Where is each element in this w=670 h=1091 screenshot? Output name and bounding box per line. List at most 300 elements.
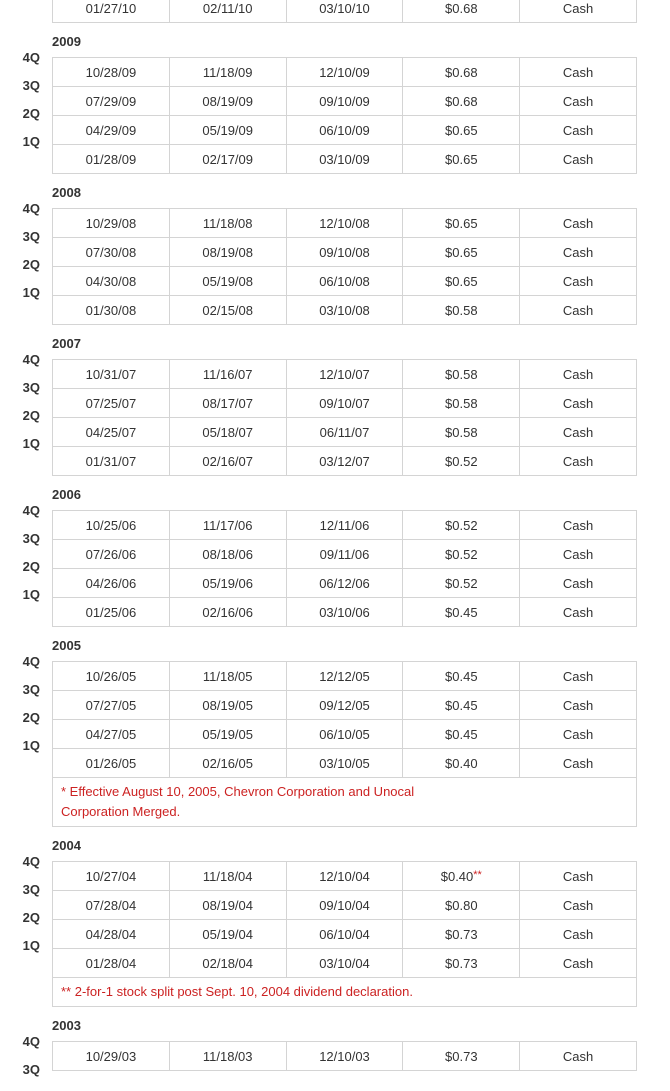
cell-text: Cash (562, 366, 594, 382)
type-cell (520, 145, 637, 174)
quarter-label: 1Q (22, 285, 40, 300)
cell-text: 04/25/07 (85, 424, 137, 440)
cell-text: $0.45 (445, 697, 478, 713)
quarter-labels (0, 497, 42, 609)
declaration-date-cell (53, 447, 170, 476)
type-cell (520, 540, 637, 569)
payment-date-cell (286, 58, 403, 87)
cell-text: 06/10/04 (319, 926, 370, 942)
year-section (0, 476, 670, 627)
amount-cell (403, 598, 520, 627)
cell-text: Cash (562, 273, 594, 289)
payment-date-cell (286, 862, 403, 891)
cell-text: 11/18/09 (202, 64, 253, 80)
cell-text: 04/27/05 (85, 726, 137, 742)
payment-date-cell (286, 447, 403, 476)
quarter-label: 3Q (22, 78, 40, 93)
dividend-table (52, 861, 637, 1007)
cell-text: Cash (562, 395, 594, 411)
amount-cell (403, 920, 520, 949)
cell-text: 03/10/04 (319, 955, 370, 971)
type-cell (520, 238, 637, 267)
cell-text: Cash (562, 64, 594, 80)
footnote-row (53, 778, 637, 827)
table-row (53, 920, 637, 949)
table-row (53, 418, 637, 447)
quarter-labels (0, 848, 42, 960)
quarter-label: 4Q (22, 1034, 40, 1049)
cell-text: Cash (562, 302, 594, 318)
payment-date-cell (286, 145, 403, 174)
cell-text: 06/12/06 (319, 575, 370, 591)
cell-text: $0.45 (445, 668, 478, 684)
cell-text: $0.65 (445, 122, 478, 138)
declaration-date-cell (53, 0, 170, 23)
cell-text: $0.40 (440, 868, 474, 884)
year-section (0, 827, 670, 1007)
cell-text: 10/31/07 (85, 366, 137, 382)
footnote-cell (53, 778, 637, 827)
cell-text: 02/18/04 (202, 955, 253, 971)
cell-text: 12/11/06 (319, 517, 370, 533)
declaration-date-cell (53, 209, 170, 238)
cell-text: Cash (562, 517, 594, 533)
cell-text: 12/10/08 (319, 215, 370, 231)
quarter-labels (0, 1028, 42, 1084)
dividend-table (52, 359, 637, 476)
cell-text: $0.68 (445, 64, 478, 80)
cell-text: $0.65 (445, 244, 478, 260)
cell-text: 07/29/09 (85, 93, 137, 109)
cell-text: 09/10/09 (319, 93, 370, 109)
type-cell (520, 920, 637, 949)
cell-text: 01/31/07 (85, 453, 137, 469)
record-date-cell (169, 0, 286, 23)
table-row (53, 238, 637, 267)
cell-text: 08/18/06 (202, 546, 253, 562)
cell-text: 08/19/08 (202, 244, 253, 260)
cell-text: 02/16/05 (202, 755, 253, 771)
record-date-cell (169, 691, 286, 720)
cell-text: 12/12/05 (319, 668, 370, 684)
cell-text: 10/29/08 (85, 215, 137, 231)
cell-text: 11/16/07 (202, 366, 253, 382)
declaration-date-cell (53, 511, 170, 540)
declaration-date-cell (53, 389, 170, 418)
cell-text: 07/30/08 (85, 244, 137, 260)
payment-date-cell (286, 267, 403, 296)
type-cell (520, 511, 637, 540)
cell-text: 12/10/07 (319, 366, 370, 382)
quarter-label: 2Q (22, 106, 40, 121)
quarter-label: 4Q (22, 352, 40, 367)
year-section (0, 627, 670, 827)
cell-text: 11/18/03 (202, 1048, 253, 1064)
year-heading: 2006 (52, 487, 81, 502)
cell-text: 11/17/06 (202, 517, 253, 533)
cell-text: 12/10/04 (319, 868, 370, 884)
amount-cell (403, 238, 520, 267)
cell-text: 09/10/08 (319, 244, 370, 260)
type-cell (520, 447, 637, 476)
cell-text: 09/10/04 (319, 897, 370, 913)
payment-date-cell (286, 891, 403, 920)
type-cell (520, 267, 637, 296)
cell-text: Cash (562, 755, 594, 771)
type-cell (520, 0, 637, 23)
record-date-cell (169, 862, 286, 891)
type-cell (520, 949, 637, 978)
record-date-cell (169, 891, 286, 920)
type-cell (520, 296, 637, 325)
quarter-label: 2Q (22, 910, 40, 925)
quarter-label: 4Q (22, 654, 40, 669)
table-row (53, 569, 637, 598)
payment-date-cell (286, 720, 403, 749)
declaration-date-cell (53, 58, 170, 87)
cell-text: 01/27/10 (85, 0, 137, 16)
cell-text: 01/26/05 (85, 755, 137, 771)
quarter-label: 1Q (22, 436, 40, 451)
quarter-label: 1Q (22, 738, 40, 753)
cell-text: 09/12/05 (319, 697, 370, 713)
table-row (53, 720, 637, 749)
declaration-date-cell (53, 949, 170, 978)
declaration-date-cell (53, 691, 170, 720)
declaration-date-cell (53, 540, 170, 569)
cell-text: 02/15/08 (202, 302, 253, 318)
amount-cell (403, 447, 520, 476)
amount-cell (403, 891, 520, 920)
cell-text: 05/19/05 (202, 726, 253, 742)
cell-text: Cash (562, 0, 594, 16)
table-row (53, 662, 637, 691)
payment-date-cell (286, 949, 403, 978)
dividend-table (52, 510, 637, 627)
year-heading: 2003 (52, 1018, 81, 1033)
amount-cell (403, 418, 520, 447)
cell-text: Cash (562, 868, 594, 884)
amount-cell (403, 58, 520, 87)
cell-text: 09/10/07 (319, 395, 370, 411)
declaration-date-cell (53, 1042, 170, 1071)
cell-text: $0.73 (445, 955, 478, 971)
quarter-label: 2Q (22, 559, 40, 574)
record-date-cell (169, 949, 286, 978)
cell-text: 06/11/07 (319, 424, 370, 440)
payment-date-cell (286, 920, 403, 949)
type-cell (520, 662, 637, 691)
cell-text: $0.58 (445, 366, 478, 382)
cell-text: $0.52 (445, 453, 478, 469)
table-row (53, 87, 637, 116)
cell-text: 08/19/09 (202, 93, 253, 109)
table-row (53, 691, 637, 720)
cell-text: $0.52 (445, 517, 478, 533)
quarter-label: 1Q (22, 938, 40, 953)
table-row (53, 58, 637, 87)
cell-text: Cash (562, 122, 594, 138)
declaration-date-cell (53, 87, 170, 116)
quarter-labels (0, 195, 42, 307)
cell-text: $0.45 (445, 726, 478, 742)
declaration-date-cell (53, 360, 170, 389)
cell-text: $0.58 (445, 302, 478, 318)
cell-text: 04/30/08 (85, 273, 137, 289)
amount-cell (403, 720, 520, 749)
dividend-table (52, 661, 637, 827)
declaration-date-cell (53, 891, 170, 920)
amount-cell (403, 389, 520, 418)
record-date-cell (169, 238, 286, 267)
cell-text: 06/10/09 (319, 122, 370, 138)
cell-text: 01/30/08 (85, 302, 137, 318)
type-cell (520, 209, 637, 238)
amount-cell (403, 209, 520, 238)
table-row (53, 891, 637, 920)
quarter-label: 3Q (22, 882, 40, 897)
cell-text: $0.73 (445, 1048, 478, 1064)
amount-cell (403, 511, 520, 540)
record-date-cell (169, 511, 286, 540)
table-row (53, 296, 637, 325)
cell-text: 03/10/08 (319, 302, 370, 318)
declaration-date-cell (53, 145, 170, 174)
type-cell (520, 569, 637, 598)
amount-cell (403, 116, 520, 145)
record-date-cell (169, 418, 286, 447)
amount-cell (403, 1042, 520, 1071)
table-row (53, 360, 637, 389)
cell-text: 10/29/03 (85, 1048, 137, 1064)
table-row (53, 145, 637, 174)
cell-text: Cash (562, 697, 594, 713)
record-date-cell (169, 720, 286, 749)
cell-text: Cash (562, 604, 594, 620)
table-row (53, 598, 637, 627)
quarter-labels (0, 44, 42, 156)
cell-text: 03/10/05 (319, 755, 370, 771)
quarter-label: 4Q (22, 50, 40, 65)
payment-date-cell (286, 540, 403, 569)
amount-cell (403, 749, 520, 778)
table-row (53, 0, 637, 23)
table-row (53, 540, 637, 569)
payment-date-cell (286, 209, 403, 238)
dividend-table (52, 1041, 637, 1071)
cell-text: 02/11/10 (202, 0, 253, 16)
payment-date-cell (286, 296, 403, 325)
year-heading: 2007 (52, 336, 81, 351)
table-row (53, 267, 637, 296)
cell-text: 03/10/09 (319, 151, 370, 167)
cell-text: 01/25/06 (85, 604, 137, 620)
table-row (53, 447, 637, 476)
record-date-cell (169, 296, 286, 325)
year-heading: 2004 (52, 838, 81, 853)
declaration-date-cell (53, 238, 170, 267)
type-cell (520, 58, 637, 87)
amount-cell (403, 296, 520, 325)
year-heading: 2005 (52, 638, 81, 653)
cell-text: Cash (562, 215, 594, 231)
payment-date-cell (286, 1042, 403, 1071)
quarter-label: 1Q (22, 587, 40, 602)
declaration-date-cell (53, 662, 170, 691)
cell-text: 03/12/07 (319, 453, 370, 469)
amount-cell (403, 949, 520, 978)
record-date-cell (169, 598, 286, 627)
table-row (53, 511, 637, 540)
cell-text: 07/26/06 (85, 546, 137, 562)
type-cell (520, 862, 637, 891)
cell-text: 04/26/06 (85, 575, 137, 591)
type-cell (520, 691, 637, 720)
payment-date-cell (286, 238, 403, 267)
cell-text: $0.52 (445, 575, 478, 591)
cell-text: $0.65 (445, 215, 478, 231)
cell-text: $0.68 (445, 93, 478, 109)
cell-text: $0.52 (445, 546, 478, 562)
quarter-label: 2Q (22, 710, 40, 725)
cell-text: 06/10/05 (319, 726, 370, 742)
amount-cell (403, 662, 520, 691)
year-section (0, 1007, 670, 1077)
amount-cell (403, 540, 520, 569)
cell-text: 05/19/06 (202, 575, 253, 591)
record-date-cell (169, 540, 286, 569)
cell-text: 02/16/07 (202, 453, 253, 469)
cell-text: Cash (562, 926, 594, 942)
quarter-label: 3Q (22, 229, 40, 244)
amount-cell (403, 0, 520, 23)
declaration-date-cell (53, 749, 170, 778)
amount-cell (403, 691, 520, 720)
quarter-labels (0, 648, 42, 760)
cell-text: Cash (562, 424, 594, 440)
cell-text: $0.73 (445, 926, 478, 942)
record-date-cell (169, 1042, 286, 1071)
cell-text: 10/25/06 (85, 517, 137, 533)
payment-date-cell (286, 511, 403, 540)
cell-text: Cash (562, 453, 594, 469)
type-cell (520, 598, 637, 627)
record-date-cell (169, 360, 286, 389)
cell-text: Cash (562, 93, 594, 109)
cell-text: 07/25/07 (85, 395, 137, 411)
dividend-table-2010-partial (52, 0, 637, 23)
quarter-label: 4Q (22, 503, 40, 518)
dividend-table (52, 208, 637, 325)
dividend-table (52, 57, 637, 174)
record-date-cell (169, 447, 286, 476)
cell-text: 06/10/08 (319, 273, 370, 289)
cell-text: 04/28/04 (85, 926, 137, 942)
year-section (0, 325, 670, 476)
cell-text: 02/16/06 (202, 604, 253, 620)
cell-text: 04/29/09 (85, 122, 137, 138)
cell-text: 10/28/09 (85, 64, 137, 80)
quarter-labels (0, 346, 42, 458)
record-date-cell (169, 749, 286, 778)
payment-date-cell (286, 662, 403, 691)
cell-text: 02/17/09 (202, 151, 253, 167)
cell-text: $0.58 (445, 424, 478, 440)
quarter-label: 2Q (22, 257, 40, 272)
type-cell (520, 720, 637, 749)
type-cell (520, 891, 637, 920)
quarter-label: 3Q (22, 1062, 40, 1077)
payment-date-cell (286, 0, 403, 23)
payment-date-cell (286, 389, 403, 418)
cell-text: 03/10/06 (319, 604, 370, 620)
record-date-cell (169, 569, 286, 598)
cell-text: 11/18/08 (202, 215, 253, 231)
cell-text: 08/17/07 (202, 395, 253, 411)
quarter-label: 1Q (22, 134, 40, 149)
payment-date-cell (286, 418, 403, 447)
cell-text: 07/28/04 (85, 897, 137, 913)
type-cell (520, 87, 637, 116)
cell-text: 11/18/04 (202, 868, 253, 884)
cell-text: Cash (562, 955, 594, 971)
record-date-cell (169, 58, 286, 87)
year-heading: 2008 (52, 185, 81, 200)
year-section (0, 174, 670, 325)
record-date-cell (169, 87, 286, 116)
record-date-cell (169, 920, 286, 949)
declaration-date-cell (53, 598, 170, 627)
type-cell (520, 749, 637, 778)
payment-date-cell (286, 598, 403, 627)
type-cell (520, 116, 637, 145)
cell-text: 12/10/03 (319, 1048, 370, 1064)
amount-cell (403, 360, 520, 389)
type-cell (520, 389, 637, 418)
record-date-cell (169, 389, 286, 418)
table-row (53, 389, 637, 418)
table-row (53, 949, 637, 978)
quarter-label: 4Q (22, 854, 40, 869)
declaration-date-cell (53, 296, 170, 325)
year-section (0, 23, 670, 174)
cell-text: 05/18/07 (202, 424, 253, 440)
quarter-label: 3Q (22, 682, 40, 697)
payment-date-cell (286, 691, 403, 720)
declaration-date-cell (53, 569, 170, 598)
declaration-date-cell (53, 720, 170, 749)
table-row (53, 862, 637, 891)
cell-text: $0.58 (445, 395, 478, 411)
table-row (53, 209, 637, 238)
cell-text: $0.40 (445, 755, 478, 771)
footnote-marker: ** (473, 868, 482, 881)
record-date-cell (169, 145, 286, 174)
table-row (53, 116, 637, 145)
type-cell (520, 1042, 637, 1071)
record-date-cell (169, 209, 286, 238)
amount-cell (403, 267, 520, 296)
cell-text: $0.65 (445, 151, 478, 167)
cell-text: 03/10/10 (319, 0, 370, 16)
quarter-label: 3Q (22, 380, 40, 395)
cell-text: $0.65 (445, 273, 478, 289)
cell-text: Cash (562, 1048, 594, 1064)
cell-text: Cash (562, 575, 594, 591)
footnote-row (53, 978, 637, 1007)
year-heading: 2009 (52, 34, 81, 49)
amount-cell (403, 862, 520, 891)
